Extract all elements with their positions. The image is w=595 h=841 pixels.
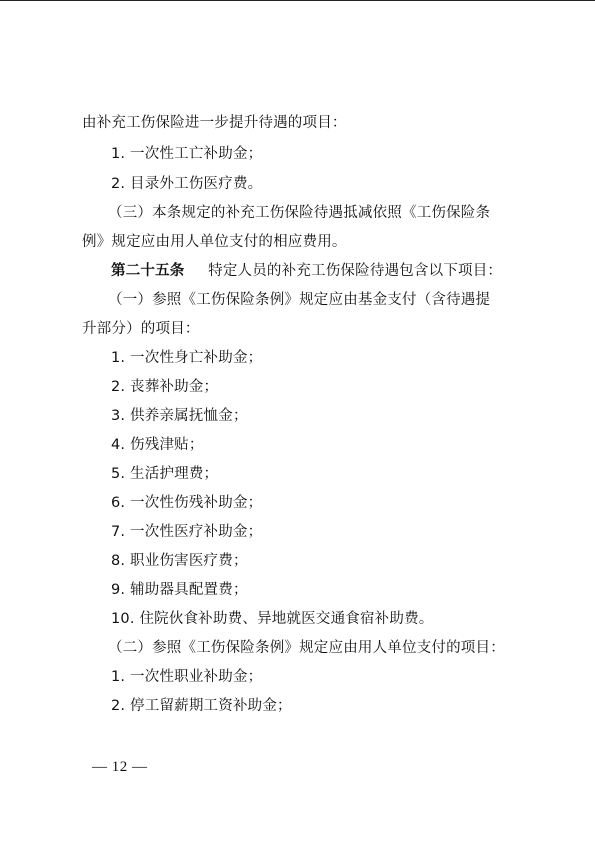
clause-three-line-1: （三）本条规定的补充工伤保险待遇抵减依照《工伤保险条 — [108, 205, 491, 221]
list-item: 6. 一次性伤残补助金； — [111, 495, 263, 511]
section-one-line-2: 升部分）的项目： — [82, 321, 200, 337]
clause-three-line-2: 例》规定应由用人单位支付的相应费用。 — [82, 234, 347, 250]
list-item: 3. 供养亲属抚恤金； — [111, 408, 248, 424]
list-item: 7. 一次性医疗补助金； — [111, 524, 263, 540]
list-item: 1. 一次性职业补助金； — [111, 669, 263, 685]
list-item: 2. 丧葬补助金； — [111, 379, 219, 395]
list-item: 2. 停工留薪期工资补助金； — [111, 698, 292, 714]
article-heading: 第二十五条 — [111, 263, 185, 279]
article-25 — [111, 261, 502, 281]
list-item: 10. 住院伙食补助费、异地就医交通食宿补助费。 — [111, 611, 434, 627]
list-item: 8. 职业伤害医疗费； — [111, 553, 248, 569]
list-item: 2. 目录外工伤医疗费。 — [111, 176, 263, 192]
list-item: 9. 辅助器具配置费； — [111, 582, 248, 598]
section-one-line-1: （一）参照《工伤保险条例》规定应由基金支付（含待遇提 — [108, 292, 491, 308]
list-item: 1. 一次性工亡补助金； — [111, 146, 263, 162]
intro-line: 由补充工伤保险进一步提升待遇的项目： — [82, 115, 347, 131]
list-item: 4. 伤残津贴； — [111, 437, 204, 453]
article-text: 特定人员的补充工伤保险待遇包含以下项目： — [208, 263, 503, 279]
page-number: — 12 — — [92, 759, 148, 775]
list-item: 5. 生活护理费； — [111, 466, 219, 482]
section-two-line: （二）参照《工伤保险条例》规定应由用人单位支付的项目： — [108, 640, 505, 656]
list-item: 1. 一次性身亡补助金； — [111, 350, 263, 366]
